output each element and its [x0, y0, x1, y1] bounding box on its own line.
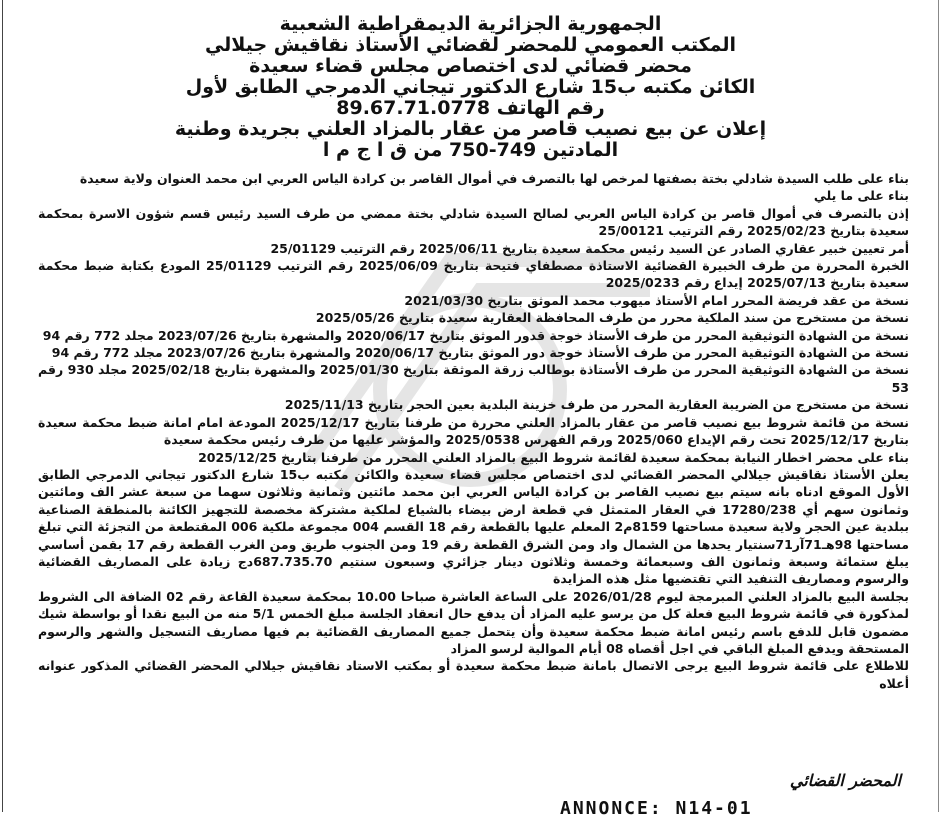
- annonce-number: ANNONCE: N14-01: [560, 798, 753, 819]
- notice-paragraph: يعلن الأستاذ نقاقيش جيلالي المحضر القضائي لدى اختصاص مجلس قضاء سعيدة والكائن مكتبه ب15 شارع الدكتور تيجاني الدمرجي الطابق الأول الموقع ادناه بانه سيتم بيع نصيب القاصر بن كرادة الياس العربي ابن محمد مائتين وثمانية وثلاثون سهما من سبعة عشر الف ومائتين وثمانون سهم أي 17280/238 في العقار المتمثل في قطعة ارض بيضاء بالشياع لملكية مشتركة مخصصة للتجهيز الكائنة بالمنطقة الصناعية ببلدية عين الحجر ولاية سعيدة مساحتها 8159م2 المعلم عليها بالقطعة رقم 18 القسم 004 مجموعة ملكية 006 المقتطعة من التجزئة التي تبلغ مساحتها 98هـ71آر71سنتيار يحدها من الشمال واد ومن الشرق القطعة رقم 19 ومن الجنوب طريق ومن الغرب القطعة رقم 17 بقمن أساسي يبلغ ستمائة وسبعة وثمانون الف وسبعمائة وخمسة وثلاثون دينار جزائري وسبعون سنتيم 687.735.70دج زيادة على المصاريف القضائية والرسوم ومصاريف التنفيد التي تقتضيها مثل هذه المزايدة: [38, 466, 910, 587]
- notice-paragraph: نسخة من الشهادة التوثيقية المحرر من طرف الأستاذة بوطالب زرقة الموثقة بتاريخ 2025/01/30 والمشهرة بتاريخ 2025/02/18 مجلد 930 رقم 53: [38, 362, 909, 395]
- header-republic-line: الجمهورية الجزائرية الديمقراطية الشعبية: [279, 13, 662, 35]
- notice-paragraph: نسخة من الشهادة التوثيقية المحرر من طرف الأستاذ خوجة دور الموثق بتاريخ 2020/06/17 والمشهرة بتاريخ 2023/07/26 مجلد 772 رقم 94: [51, 345, 909, 361]
- scan-edge-left: [2, 0, 3, 812]
- notice-paragraph: للاطلاع على قائمة شروط البيع يرجى الاتصال بامانة ضبط محكمة سعيدة أو بمكتب الاستاد نقاقيش جيلالي المحضر القضائي المذكور عنوانه أعلاه: [38, 658, 909, 691]
- notice-title: إعلان عن بيع نصيب قاصر من عقار بالمزاد العلني بجريدة وطنية: [174, 118, 767, 140]
- header-bailiff-line: محضر قضائي لدى اختصاص مجلس قضاء سعيدة: [249, 55, 692, 77]
- notice-paragraph: إذن بالتصرف في أموال قاصر بن كرادة الياس العربي لصالح السيدة شادلي بختة ممضي من طرف السيد رئيس قسم شؤون الاسرة بمحكمة سعيدة بتاريخ 2025/02/23 رقم الترتيب 25/00121: [38, 205, 909, 239]
- notice-paragraph: نسخة من عقد فريضة المحرر امام الأستاذ ميهوب محمد الموثق بتاريخ 2021/03/30: [404, 292, 909, 308]
- notice-paragraph: نسخة من الشهادة التوثيقية المحرر من طرف الأستاذ خوجة قدور الموثق بتاريخ 2020/06/17 والمشهرة بتاريخ 2023/07/26 مجلد 772 رقم 94: [42, 327, 909, 343]
- notice-paragraph: بناء على طلب السيدة شادلي بختة بصفتها لمرخص لها بالتصرف في أموال القاصر بن كرادة الياس العربي ابن محمد العنوان ولاية سعيدة: [79, 171, 909, 186]
- notice-paragraph: نسخة من مستخرج من الضريبة العقارية المحرر من طرف خزينة البلدية بعين الحجر بتاريخ 2025/11/13: [284, 397, 909, 413]
- signer-title: المحضر القضائي: [789, 771, 901, 790]
- header-office-line: المكتب العمومي للمحضر لقضائي الأستاذ نقاقيش جيلالي: [204, 34, 737, 56]
- notice-body: [38, 170, 909, 692]
- notice-paragraph: بناء على محضر اخطار النيابة بمحكمة سعيدة لقائمة شروط البيع بالمزاد العلني المحرر من طرفنا بتاريخ 2025/12/25: [198, 449, 909, 465]
- notice-paragraph: نسخة من مستخرج من سند الملكية محرر من طرف المحافظة العقارية سعيدة بتاريخ 2025/05/26: [315, 310, 909, 326]
- notice-paragraph: أمر تعيين خبير عقاري الصادر عن السيد رئيس محكمة سعيدة بتاريخ 2025/06/11 رقم الترتيب 25/01129: [270, 240, 909, 256]
- notice-paragraph: نسخة من قائمة شروط بيع نصيب قاصر من عقار بالمزاد العلني محررة من طرفنا بتاريخ 2025/12/17 المودعة امام امانة ضبط محكمة سعيدة بتاريخ 2025/12/17 تحت رقم الإيداع 2025/060 ورقم الفهرس 2025/0538 والمؤشر عليها من طرف رئيس محكمة سعيدة: [38, 414, 909, 448]
- notice-header: [160, 14, 781, 161]
- notice-articles: المادتين 749-750 من ق ا ج م ا: [322, 139, 619, 161]
- notice-paragraph: الخبرة المحررة من طرف الخبيرة القضائية الاستاذة مصطفاي فتيحة بتاريخ 2025/06/09 رقم الترتيب 25/01129 المودع بكتابة ضبط محكمة سعيدة بتاريخ 2025/07/13 إيداع رقم 2025/0233: [38, 258, 910, 291]
- notice-paragraph: بناء على ما يلي: [813, 188, 909, 204]
- header-phone-line: رقم الهاتف 89.67.71.0778: [336, 97, 605, 119]
- header-address-line: الكائن مكتبه ب15 شارع الدكتور تيجاني الدمرجي الطابق لأول: [185, 76, 756, 98]
- scan-edge-right: [938, 0, 939, 812]
- notice-paragraph: بجلسة البيع بالمزاد العلني المبرمجة ليوم 2026/01/28 على الساعة العاشرة صباحا 10.00 بمحكمة سعيدة القاعة رقم 02 الضافة الى الشروط لمذكورة في قائمة شروط البيع فعلة كل من يرسو عليه المزاد أن يدفع حال انعقاد الجلسة مبلغ الخمس 5/1 منه من البيع نقدا أو بواسطة شيك مضمون قابل للدفع باسم رئيس امانة ضبط محكمة سعيدة وأن يتحمل جميع المصاريف القضائية بم فيها مصاريف التسجيل والشهر والرسوم المستحقة ويدفع المبلغ الباقي في اجل أقصاه 08 أيام الموالية لرسو المزاد: [38, 588, 910, 656]
